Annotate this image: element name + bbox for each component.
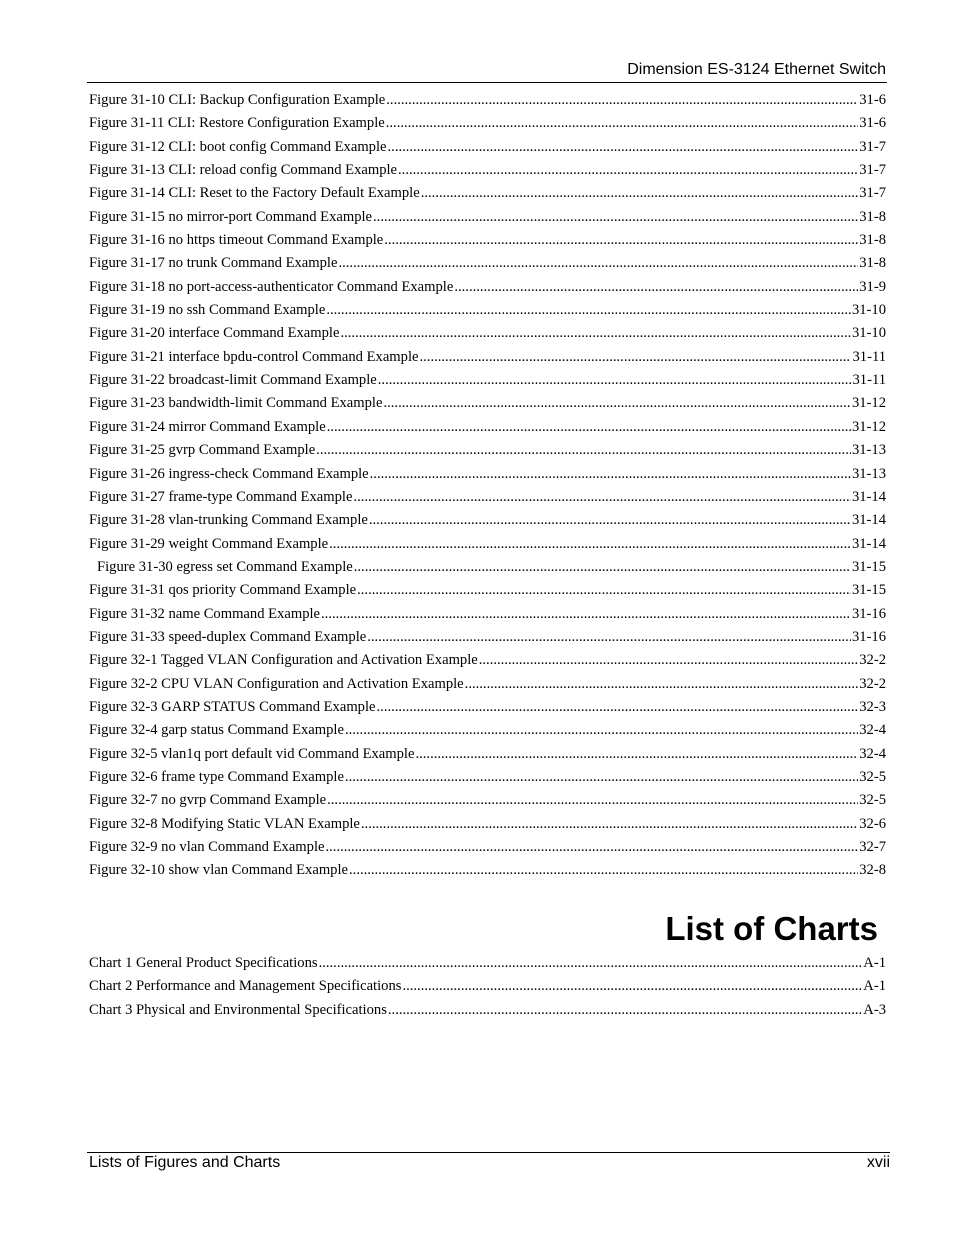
toc-entry-page: 31-10 (851, 302, 886, 319)
toc-entry-title: Figure 31-23 bandwidth-limit Command Example (89, 395, 383, 412)
toc-entry-title: Figure 31-30 egress set Command Example (97, 558, 353, 575)
toc-entry-title: Figure 31-19 no ssh Command Example (89, 302, 326, 319)
toc-entry[interactable] (89, 392, 886, 415)
toc-dot-leader (327, 789, 858, 812)
toc-entry-title: Figure 31-20 interface Command Example (89, 325, 340, 342)
toc-entry[interactable] (89, 112, 886, 135)
toc-entry-page: 31-11 (852, 348, 886, 365)
toc-entry[interactable] (89, 276, 886, 299)
toc-dot-leader (384, 229, 858, 252)
toc-dot-leader (349, 859, 858, 882)
toc-dot-leader (369, 509, 851, 532)
toc-entry-page: 31-7 (859, 138, 886, 155)
toc-entry-page: 32-5 (859, 792, 886, 809)
toc-entry-page: 31-15 (851, 582, 886, 599)
toc-entry-title: Figure 31-11 CLI: Restore Configuration Example (89, 115, 385, 132)
toc-entry-title: Figure 32-6 frame type Command Example (89, 768, 344, 785)
toc-entry[interactable] (89, 999, 886, 1022)
toc-entry-page: 31-13 (851, 465, 886, 482)
toc-entry-title: Chart 3 Physical and Environmental Specifications (89, 1001, 387, 1018)
footer-page-number: xvii (866, 1154, 890, 1171)
toc-entry-page: 32-3 (859, 698, 886, 715)
toc-entry-page: 32-4 (859, 745, 886, 762)
toc-entry[interactable] (89, 626, 886, 649)
toc-dot-leader (345, 766, 858, 789)
toc-dot-leader (420, 346, 852, 369)
toc-entry-title: Figure 31-32 name Command Example (89, 605, 321, 622)
toc-entry[interactable] (89, 509, 886, 532)
list-of-figures (89, 89, 886, 883)
toc-entry[interactable] (89, 416, 886, 439)
toc-dot-leader (357, 579, 851, 602)
toc-entry[interactable] (89, 859, 886, 882)
toc-entry-title: Figure 32-8 Modifying Static VLAN Example (89, 815, 360, 832)
footer-rule (87, 1152, 890, 1153)
toc-entry-page: 31-10 (851, 325, 886, 342)
toc-entry[interactable] (89, 229, 886, 252)
toc-dot-leader (353, 486, 851, 509)
toc-dot-leader (479, 649, 858, 672)
footer-section-name: Lists of Figures and Charts (89, 1154, 281, 1171)
toc-entry-title: Figure 32-1 Tagged VLAN Configuration and Activation Example (89, 652, 478, 669)
toc-entry-title: Figure 31-16 no https timeout Command Example (89, 232, 384, 249)
toc-entry-page: 32-2 (859, 652, 886, 669)
toc-entry-title: Figure 31-10 CLI: Backup Configuration Example (89, 92, 386, 108)
toc-entry[interactable] (89, 439, 886, 462)
toc-entry-title: Figure 32-9 no vlan Command Example (89, 839, 325, 855)
toc-entry-title: Figure 32-3 GARP STATUS Command Example (89, 698, 376, 715)
toc-entry[interactable] (89, 813, 886, 836)
toc-entry[interactable] (89, 649, 886, 672)
toc-entry[interactable] (89, 952, 886, 975)
toc-entry-page: A-1 (863, 978, 886, 995)
toc-entry[interactable] (89, 533, 886, 556)
toc-entry-page: 31-14 (851, 512, 886, 529)
toc-entry[interactable] (89, 556, 886, 579)
toc-entry-title: Figure 31-25 gvrp Command Example (89, 442, 316, 459)
toc-entry-title: Figure 31-13 CLI: reload config Command Example (89, 162, 398, 179)
toc-entry-page: A-1 (863, 955, 886, 971)
toc-entry-page: 32-7 (859, 839, 886, 855)
toc-entry-title: Figure 32-7 no gvrp Command Example (89, 792, 327, 809)
toc-entry-title: Figure 31-21 interface bpdu-control Command Example (89, 348, 419, 365)
list-of-charts (89, 952, 886, 1022)
toc-dot-leader (340, 322, 850, 345)
toc-dot-leader (377, 696, 859, 719)
toc-entry-page: 32-8 (859, 862, 886, 879)
toc-entry[interactable] (89, 766, 886, 789)
toc-entry-title: Figure 31-15 no mirror-port Command Example (89, 208, 373, 225)
toc-dot-leader (378, 369, 852, 392)
toc-entry[interactable] (89, 369, 886, 392)
toc-entry-title: Figure 31-17 no trunk Command Example (89, 255, 338, 272)
toc-entry[interactable] (89, 346, 886, 369)
toc-entry-page: 31-6 (859, 115, 886, 132)
toc-entry-page: 32-2 (859, 675, 886, 692)
toc-entry-page: 31-7 (859, 162, 886, 179)
toc-entry[interactable] (89, 743, 886, 766)
toc-dot-leader (354, 556, 851, 579)
toc-dot-leader (386, 112, 858, 135)
toc-entry[interactable] (89, 673, 886, 696)
toc-dot-leader (329, 533, 851, 556)
toc-dot-leader (388, 136, 859, 159)
toc-entry[interactable] (89, 975, 886, 998)
toc-dot-leader (338, 252, 858, 275)
toc-entry-page: 31-6 (859, 92, 886, 108)
toc-entry-page: 31-14 (851, 488, 886, 505)
toc-entry[interactable] (89, 789, 886, 812)
toc-entry[interactable] (89, 836, 886, 859)
toc-entry-title: Figure 31-31 qos priority Command Example (89, 582, 357, 599)
toc-entry-title: Figure 31-28 vlan-trunking Command Example (89, 512, 368, 529)
section-title-list-of-charts: List of Charts (665, 910, 878, 947)
toc-dot-leader (316, 439, 851, 462)
toc-entry-page: 32-4 (859, 722, 886, 739)
toc-entry-title: Chart 2 Performance and Management Specifications (89, 978, 402, 995)
toc-dot-leader (383, 392, 850, 415)
toc-entry[interactable] (89, 579, 886, 602)
toc-entry-title: Chart 1 General Product Specifications (89, 955, 318, 971)
toc-dot-leader (421, 182, 859, 205)
toc-dot-leader (415, 743, 858, 766)
toc-entry[interactable] (89, 463, 886, 486)
toc-entry-page: 32-6 (859, 815, 886, 832)
toc-dot-leader (370, 463, 851, 486)
toc-entry-title: Figure 31-24 mirror Command Example (89, 418, 326, 435)
toc-entry-title: Figure 31-33 speed-duplex Command Example (89, 628, 367, 645)
toc-entry-page: 31-16 (851, 628, 886, 645)
toc-entry-title: Figure 32-10 show vlan Command Example (89, 862, 349, 879)
toc-dot-leader (388, 999, 862, 1022)
toc-entry[interactable] (89, 603, 886, 626)
toc-entry-title: Figure 32-4 garp status Command Example (89, 722, 344, 739)
toc-entry[interactable] (89, 322, 886, 345)
toc-entry[interactable] (89, 719, 886, 742)
toc-dot-leader (326, 836, 859, 859)
toc-dot-leader (454, 276, 858, 299)
toc-dot-leader (465, 673, 859, 696)
toc-entry-title: Figure 32-2 CPU VLAN Configuration and Activation Example (89, 675, 464, 692)
toc-entry-page: 31-7 (859, 185, 886, 202)
toc-entry-title: Figure 31-14 CLI: Reset to the Factory Default Example (89, 185, 420, 202)
toc-entry-page: A-3 (863, 1001, 886, 1018)
header-title: Dimension ES-3124 Ethernet Switch (627, 61, 886, 78)
toc-dot-leader (367, 626, 851, 649)
toc-entry-title: Figure 32-5 vlan1q port default vid Command Example (89, 745, 415, 762)
toc-dot-leader (345, 719, 858, 742)
toc-entry[interactable] (89, 89, 886, 112)
toc-entry-page: 32-5 (859, 768, 886, 785)
toc-entry[interactable] (89, 182, 886, 205)
toc-entry-title: Figure 31-26 ingress-check Command Example (89, 465, 369, 482)
toc-entry[interactable] (89, 136, 886, 159)
toc-dot-leader (319, 952, 863, 975)
toc-entry-page: 31-9 (859, 278, 886, 295)
toc-entry-title: Figure 31-18 no port-access-authenticator Command Example (89, 278, 454, 295)
toc-entry[interactable] (89, 159, 886, 182)
toc-entry-page: 31-11 (852, 372, 886, 389)
toc-entry-title: Figure 31-22 broadcast-limit Command Example (89, 372, 377, 389)
toc-dot-leader (386, 89, 858, 112)
toc-entry-title: Figure 31-12 CLI: boot config Command Example (89, 138, 387, 155)
toc-entry[interactable] (89, 696, 886, 719)
toc-dot-leader (402, 975, 862, 998)
toc-dot-leader (373, 206, 858, 229)
toc-entry-page: 31-16 (851, 605, 886, 622)
toc-dot-leader (398, 159, 858, 182)
toc-entry-page: 31-8 (859, 255, 886, 272)
toc-entry[interactable] (89, 252, 886, 275)
toc-entry[interactable] (89, 206, 886, 229)
toc-entry-page: 31-15 (851, 558, 886, 575)
toc-entry[interactable] (89, 486, 886, 509)
toc-entry-page: 31-14 (851, 535, 886, 552)
toc-entry-title: Figure 31-29 weight Command Example (89, 535, 329, 552)
toc-entry-page: 31-13 (851, 442, 886, 459)
toc-entry-page: 31-8 (859, 208, 886, 225)
toc-dot-leader (321, 603, 851, 626)
toc-dot-leader (361, 813, 858, 836)
toc-dot-leader (326, 299, 851, 322)
toc-entry-page: 31-12 (851, 395, 886, 412)
toc-entry[interactable] (89, 299, 886, 322)
toc-entry-page: 31-12 (851, 418, 886, 435)
header-rule (87, 82, 887, 83)
toc-dot-leader (327, 416, 851, 439)
toc-entry-title: Figure 31-27 frame-type Command Example (89, 488, 353, 505)
toc-entry-page: 31-8 (859, 232, 886, 249)
